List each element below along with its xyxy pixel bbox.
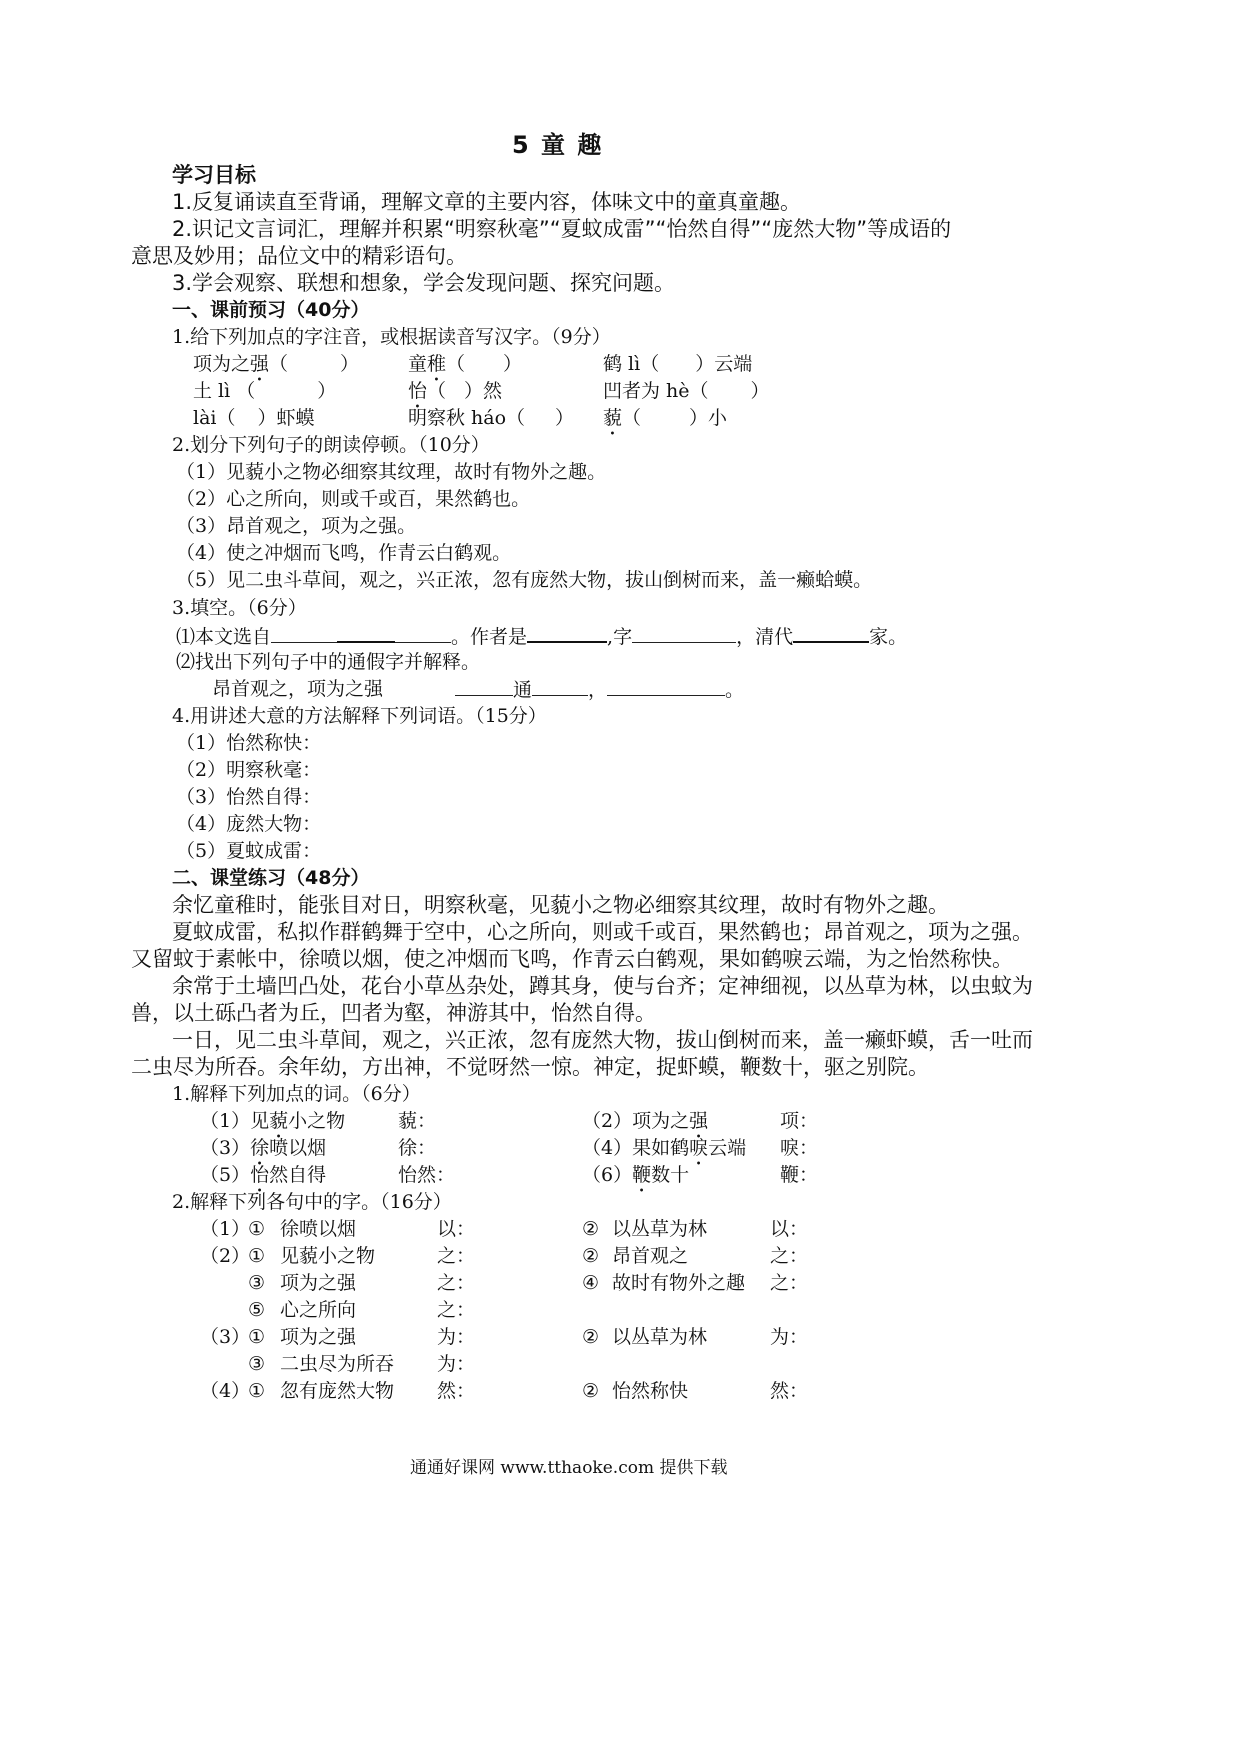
word-answer-label-right: 鞭： [780,1164,819,1186]
q1-item-9: 藐（ ）小 [603,407,728,429]
q1-item-6: 凹者为 hè（ ） [603,380,770,402]
right-answer-label: 为： [770,1326,809,1348]
q3-tongjia-sentence: 昂首观之，项为之强 [212,678,384,700]
objective-2-cont: 意思及妙用；品位文中的精彩语句。 [131,244,467,268]
left-answer-label: 之： [437,1299,476,1321]
q1-item-7: lài（ ）虾蟆 [193,407,315,429]
objective-2: 2.识记文言词汇，理解并积累“明察秋毫”“夏蚊成雷”“怡然自得”“庞然大物”等成语的 [172,217,952,241]
q4-item: （3）怡然自得： [176,786,322,808]
q2-item: （2）心之所向，则或千或百，果然鹤也。 [176,488,531,510]
right-index: ② [582,1326,600,1348]
word-answer-label-right: 项： [780,1110,819,1132]
word-phrase-left: （1）见藐小之物 [200,1110,346,1132]
left-index: ① [248,1218,266,1240]
q3-fill-line: ⑴本文选自 。作者是 ,字 ，清代 家。 [176,623,907,649]
word-answer-label-left: 怡然： [398,1164,456,1186]
left-index: ① [248,1245,266,1267]
footer-source: 通通好课网 www.tthaoke.com 提供下载 [410,1458,728,1478]
q3-stem: 3.填空。（6分） [172,597,307,619]
passage-line: 夏蚊成雷，私拟作群鹤舞于空中，心之所向，则或千或百，果然鹤也；昂首观之，项为之强。 [172,920,1033,944]
q4-stem: 4.用讲述大意的方法解释下列词语。（15分） [172,705,547,727]
word-phrase-left: （3）徐喷以烟 [200,1137,327,1159]
right-index: ② [582,1245,600,1267]
q2-item: （5）见二虫斗草间，观之，兴正浓，忽有庞然大物，拔山倒树而来，盖一癞蛤蟆。 [176,569,873,591]
left-sentence: 项为之强 [280,1272,357,1294]
right-answer-label: 之： [770,1272,809,1294]
part1-heading: 一、课前预习（40分） [172,299,370,321]
word-answer-label-left: 藐： [398,1110,437,1132]
p2-q2-stem: 2.解释下列各句中的字。（16分） [172,1191,452,1213]
left-answer-label: 之： [437,1245,476,1267]
right-answer-label: 以： [770,1218,809,1240]
word-phrase-left: （5）怡然自得 [200,1164,327,1186]
passage-line: 一日，见二虫斗草间，观之，兴正浓，忽有庞然大物，拔山倒树而来，盖一癞虾蟆，舌一吐而 [172,1028,1033,1052]
q3-tongjia-fill: 通 ， 。 [455,677,744,702]
q4-item: （5）夏蚊成雷： [176,840,322,862]
left-answer-label: 然： [437,1380,476,1402]
part2-heading: 二、课堂练习（48分） [172,867,370,889]
left-sentence: 心之所向 [280,1299,357,1321]
q1-item-8: 明察秋 háo（ ） [408,407,575,429]
left-index: ① [248,1326,266,1348]
right-index: ② [582,1380,600,1402]
right-sentence: 以丛草为林 [612,1326,708,1348]
group-number: （2） [200,1245,251,1267]
page-title: 5 童 趣 [512,131,604,159]
left-index: ③ [248,1272,266,1294]
left-answer-label: 为： [437,1353,476,1375]
q2-item: （3）昂首观之，项为之强。 [176,515,417,537]
q1-item-5: 怡（ ）然 [408,380,503,402]
objective-1: 1.反复诵读直至背诵，理解文章的主要内容，体味文中的童真童趣。 [172,190,802,214]
left-answer-label: 为： [437,1326,476,1348]
right-sentence: 怡然称快 [612,1380,689,1402]
group-number: （4） [200,1380,251,1402]
left-sentence: 项为之强 [280,1326,357,1348]
q1-item-4: 土 lì （ ） [193,380,337,402]
passage-line: 又留蚊于素帐中，徐喷以烟，使之冲烟而飞鸣，作青云白鹤观，果如鹤唳云端，为之怡然称快。 [131,947,1013,971]
left-sentence: 忽有庞然大物 [280,1380,395,1402]
word-phrase-right: （4）果如鹤唳云端 [582,1137,747,1159]
group-number: （3） [200,1326,251,1348]
q4-item: （2）明察秋毫： [176,759,322,781]
q1-stem: 1.给下列加点的字注音，或根据读音写汉字。（9分） [172,326,611,348]
passage-line: 二虫尽为所吞。余年幼，方出神，不觉呀然一惊。神定，捉虾蟆，鞭数十，驱之别院。 [131,1055,929,1079]
left-sentence: 见藐小之物 [280,1245,376,1267]
left-index: ① [248,1380,266,1402]
word-phrase-right: （6）鞭数十 [582,1164,690,1186]
p2-q1-stem: 1.解释下列加点的词。（6分） [172,1083,421,1105]
right-index: ④ [582,1272,600,1294]
passage-line: 余忆童稚时，能张目对日，明察秋毫，见藐小之物必细察其纹理，故时有物外之趣。 [172,893,949,917]
right-sentence: 昂首观之 [612,1245,689,1267]
q2-stem: 2.划分下列句子的朗读停顿。（10分） [172,434,490,456]
right-answer-label: 之： [770,1245,809,1267]
q3-tongjia-prompt: ⑵找出下列句子中的通假字并解释。 [176,651,481,673]
passage-line: 余常于土墙凹凸处，花台小草丛杂处，蹲其身，使与台齐；定神细视，以丛草为林，以虫蚊为 [172,974,1033,998]
passage-line: 兽，以土砾凸者为丘，凹者为壑，神游其中，怡然自得。 [131,1001,656,1025]
left-index: ③ [248,1353,266,1375]
right-answer-label: 然： [770,1380,809,1402]
right-sentence: 故时有物外之趣 [612,1272,746,1294]
objective-3: 3.学会观察、联想和想象，学会发现问题、探究问题。 [172,271,676,295]
left-answer-label: 以： [437,1218,476,1240]
right-sentence: 以丛草为林 [612,1218,708,1240]
word-phrase-right: （2）项为之强 [582,1110,709,1132]
left-answer-label: 之： [437,1272,476,1294]
q1-item-2: 童稚（ ） [408,353,523,375]
objectives-heading: 学习目标 [172,163,256,187]
right-index: ② [582,1218,600,1240]
left-index: ⑤ [248,1299,266,1321]
q2-item: （4）使之冲烟而飞鸣，作青云白鹤观。 [176,542,512,564]
left-sentence: 徐喷以烟 [280,1218,357,1240]
q2-item: （1）见藐小之物必细察其纹理，故时有物外之趣。 [176,461,607,483]
word-answer-label-left: 徐： [398,1137,437,1159]
left-sentence: 二虫尽为所吞 [280,1353,395,1375]
q1-item-1: 项为之强（ ） [193,353,360,375]
word-answer-label-right: 唳： [780,1137,819,1159]
q4-item: （4）庞然大物： [176,813,322,835]
group-number: （1） [200,1218,251,1240]
q1-item-3: 鹤 lì（ ）云端 [603,353,753,375]
q4-item: （1）怡然称快： [176,732,322,754]
